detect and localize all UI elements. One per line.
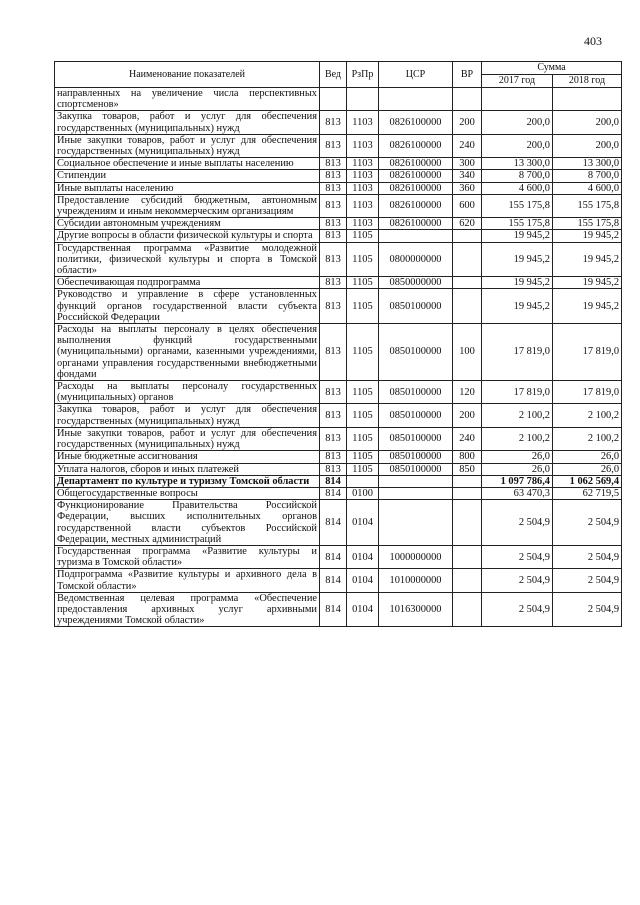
row-ved: 813 [320,381,347,404]
row-vr [453,545,482,568]
row-vr: 340 [453,170,482,182]
row-name: Общегосударственные вопросы [55,487,320,499]
row-sum-2017: 2 504,9 [482,500,553,546]
row-sum-2018: 155 175,8 [553,218,622,230]
row-vr: 800 [453,451,482,463]
row-csr [379,500,453,546]
row-sum-2017: 17 819,0 [482,381,553,404]
row-ved: 813 [320,289,347,324]
row-name: Закупка товаров, работ и услуг для обеспечения государственных (муниципальных) нужд [55,111,320,134]
row-vr [453,569,482,592]
table-row [55,277,622,289]
row-sum-2018: 26,0 [553,451,622,463]
table-row [55,475,622,487]
row-csr [379,475,453,487]
row-csr: 0826100000 [379,194,453,217]
row-sum-2018: 2 100,2 [553,404,622,427]
table-row [55,324,622,381]
table-row [55,194,622,217]
row-csr: 1010000000 [379,569,453,592]
row-rzpr: 1103 [347,194,379,217]
header-name: Наименование показателей [55,62,320,88]
table-row [55,381,622,404]
row-csr: 1000000000 [379,545,453,568]
header-year-2017: 2017 год [482,75,553,88]
table-row [55,569,622,592]
row-sum-2017: 4 600,0 [482,182,553,194]
row-ved: 813 [320,170,347,182]
row-ved: 813 [320,218,347,230]
row-sum-2017: 19 945,2 [482,230,553,242]
table-row [55,500,622,546]
row-sum-2017: 2 100,2 [482,427,553,450]
row-rzpr: 1105 [347,230,379,242]
row-ved: 813 [320,427,347,450]
row-rzpr: 1105 [347,277,379,289]
row-ved: 814 [320,569,347,592]
row-rzpr: 1105 [347,463,379,475]
row-ved: 814 [320,592,347,627]
row-rzpr: 0104 [347,592,379,627]
page-number: 403 [584,34,602,48]
row-name: Расходы на выплаты персоналу в целях обеспечения выполнения функций государственными (муниципальными) органами, казенными учреждениями, органами управления государственными внебюджетными фондами [55,324,320,381]
row-sum-2017: 19 945,2 [482,242,553,277]
row-csr [379,487,453,499]
row-csr: 0826100000 [379,158,453,170]
row-name: Государственная программа «Развитие молодежной политики, физической культуры и спорта в Томской области» [55,242,320,277]
row-rzpr: 1105 [347,451,379,463]
row-vr: 240 [453,427,482,450]
row-sum-2017: 19 945,2 [482,277,553,289]
row-name: Закупка товаров, работ и услуг для обеспечения государственных (муниципальных) нужд [55,404,320,427]
row-ved: 813 [320,242,347,277]
row-sum-2017 [482,88,553,111]
row-csr: 0826100000 [379,134,453,157]
row-rzpr [347,88,379,111]
row-csr: 0850100000 [379,324,453,381]
row-name: Ведомственная целевая программа «Обеспечение предоставления архивных услуг архивными учреждениями Томской области» [55,592,320,627]
row-rzpr: 1105 [347,289,379,324]
row-rzpr: 0104 [347,545,379,568]
row-sum-2018: 8 700,0 [553,170,622,182]
row-name: Департамент по культуре и туризму Томской области [55,475,320,487]
row-sum-2018: 19 945,2 [553,289,622,324]
row-vr [453,277,482,289]
row-rzpr: 1105 [347,427,379,450]
row-sum-2017: 63 470,3 [482,487,553,499]
row-sum-2017: 1 097 786,4 [482,475,553,487]
row-vr [453,230,482,242]
row-csr: 0826100000 [379,182,453,194]
row-sum-2017: 26,0 [482,451,553,463]
row-csr: 0826100000 [379,111,453,134]
row-sum-2017: 19 945,2 [482,289,553,324]
row-sum-2018: 26,0 [553,463,622,475]
row-name: Предоставление субсидий бюджетным, автономным учреждениям и иным некоммерческим организациям [55,194,320,217]
row-ved: 813 [320,134,347,157]
row-sum-2018: 17 819,0 [553,381,622,404]
row-rzpr: 1103 [347,182,379,194]
row-sum-2018 [553,88,622,111]
row-rzpr: 1103 [347,170,379,182]
row-rzpr: 0104 [347,500,379,546]
row-rzpr: 1103 [347,218,379,230]
row-sum-2018: 13 300,0 [553,158,622,170]
row-sum-2018: 2 504,9 [553,545,622,568]
row-name: Субсидии автономным учреждениям [55,218,320,230]
row-rzpr: 1105 [347,404,379,427]
row-vr: 620 [453,218,482,230]
row-sum-2017: 155 175,8 [482,194,553,217]
row-name: Обеспечивающая подпрограмма [55,277,320,289]
row-ved: 813 [320,451,347,463]
header-year-2018: 2018 год [553,75,622,88]
row-sum-2018: 200,0 [553,134,622,157]
row-name: Функционирование Правительства Российской Федерации, высших исполнительных органов государственной власти субъектов Российской Федерации, местных администраций [55,500,320,546]
row-ved: 813 [320,158,347,170]
row-sum-2017: 2 504,9 [482,545,553,568]
row-sum-2017: 2 504,9 [482,592,553,627]
row-ved: 813 [320,324,347,381]
row-csr: 0850100000 [379,404,453,427]
row-ved: 814 [320,475,347,487]
table-body [55,88,622,627]
row-vr [453,242,482,277]
row-rzpr: 1103 [347,111,379,134]
row-csr: 0850000000 [379,277,453,289]
row-vr: 200 [453,111,482,134]
row-name: Стипендии [55,170,320,182]
row-vr: 360 [453,182,482,194]
row-ved: 814 [320,545,347,568]
row-rzpr [347,475,379,487]
row-rzpr: 1103 [347,158,379,170]
row-name: Руководство и управление в сфере установленных функций органов государственной власти субъекта Российской Федерации [55,289,320,324]
row-vr [453,592,482,627]
row-ved: 813 [320,404,347,427]
row-ved: 813 [320,194,347,217]
table-row [55,111,622,134]
row-sum-2018: 2 504,9 [553,592,622,627]
budget-table [54,61,622,627]
row-sum-2017: 13 300,0 [482,158,553,170]
table-row [55,404,622,427]
row-name: Социальное обеспечение и иные выплаты населению [55,158,320,170]
row-rzpr: 0104 [347,569,379,592]
row-vr [453,500,482,546]
row-vr: 600 [453,194,482,217]
row-name: Иные выплаты населению [55,182,320,194]
row-ved: 814 [320,487,347,499]
row-vr [453,475,482,487]
table-header [55,62,622,88]
row-name: направленных на увеличение числа перспективных спортсменов» [55,88,320,111]
row-csr: 0850100000 [379,463,453,475]
table-row [55,592,622,627]
row-csr: 0800000000 [379,242,453,277]
row-ved: 813 [320,182,347,194]
row-name: Иные закупки товаров, работ и услуг для обеспечения государственных (муниципальных) нужд [55,427,320,450]
header-vr: ВР [453,62,482,88]
row-name: Государственная программа «Развитие культуры и туризма в Томской области» [55,545,320,568]
table-row [55,289,622,324]
table-row [55,170,622,182]
row-sum-2017: 26,0 [482,463,553,475]
row-sum-2018: 2 504,9 [553,569,622,592]
row-rzpr: 1105 [347,381,379,404]
row-sum-2018: 155 175,8 [553,194,622,217]
row-name: Уплата налогов, сборов и иных платежей [55,463,320,475]
table-row [55,487,622,499]
row-sum-2018: 4 600,0 [553,182,622,194]
row-sum-2017: 2 504,9 [482,569,553,592]
row-vr: 200 [453,404,482,427]
header-sum: Сумма [482,62,622,75]
row-sum-2017: 200,0 [482,111,553,134]
header-csr: ЦСР [379,62,453,88]
row-sum-2018: 2 504,9 [553,500,622,546]
row-sum-2017: 200,0 [482,134,553,157]
row-csr: 0826100000 [379,170,453,182]
table-row [55,427,622,450]
table-row [55,182,622,194]
row-vr: 120 [453,381,482,404]
row-sum-2017: 17 819,0 [482,324,553,381]
table-row [55,463,622,475]
row-sum-2018: 1 062 569,4 [553,475,622,487]
row-csr: 0850100000 [379,427,453,450]
row-name: Подпрограмма «Развитие культуры и архивного дела в Томской области» [55,569,320,592]
row-sum-2018: 19 945,2 [553,230,622,242]
row-ved [320,88,347,111]
row-rzpr: 1105 [347,242,379,277]
row-ved: 813 [320,111,347,134]
row-sum-2017: 155 175,8 [482,218,553,230]
row-vr: 240 [453,134,482,157]
row-rzpr: 0100 [347,487,379,499]
row-csr: 0850100000 [379,289,453,324]
row-vr [453,487,482,499]
row-sum-2018: 62 719,5 [553,487,622,499]
table-row [55,230,622,242]
row-vr: 300 [453,158,482,170]
row-name: Другие вопросы в области физической культуры и спорта [55,230,320,242]
row-name: Иные бюджетные ассигнования [55,451,320,463]
row-sum-2018: 200,0 [553,111,622,134]
table-row [55,218,622,230]
row-sum-2018: 2 100,2 [553,427,622,450]
row-csr: 0826100000 [379,218,453,230]
row-sum-2018: 17 819,0 [553,324,622,381]
row-rzpr: 1103 [347,134,379,157]
row-vr [453,289,482,324]
row-vr: 100 [453,324,482,381]
row-ved: 813 [320,277,347,289]
row-name: Расходы на выплаты персоналу государственных (муниципальных) органов [55,381,320,404]
row-sum-2018: 19 945,2 [553,277,622,289]
row-vr [453,88,482,111]
row-ved: 813 [320,463,347,475]
row-sum-2017: 8 700,0 [482,170,553,182]
row-name: Иные закупки товаров, работ и услуг для обеспечения государственных (муниципальных) нужд [55,134,320,157]
header-rzpr: РзПр [347,62,379,88]
row-sum-2017: 2 100,2 [482,404,553,427]
table-row [55,545,622,568]
row-ved: 813 [320,230,347,242]
row-vr: 850 [453,463,482,475]
row-csr: 0850100000 [379,451,453,463]
table-row [55,158,622,170]
table-row [55,242,622,277]
table-row [55,88,622,111]
row-csr: 1016300000 [379,592,453,627]
row-sum-2018: 19 945,2 [553,242,622,277]
row-csr [379,88,453,111]
row-csr: 0850100000 [379,381,453,404]
row-ved: 814 [320,500,347,546]
row-csr [379,230,453,242]
table-row [55,134,622,157]
header-ved: Вед [320,62,347,88]
table-row [55,451,622,463]
row-rzpr: 1105 [347,324,379,381]
